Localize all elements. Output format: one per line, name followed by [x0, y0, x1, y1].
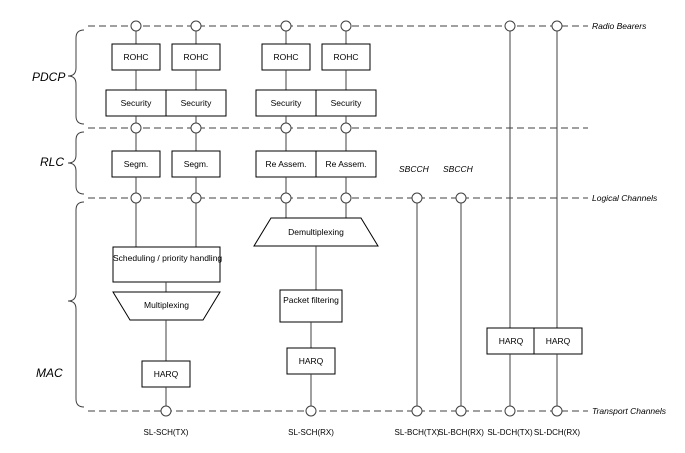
channel-label-sl-bch-rx: SL-BCH(RX) — [438, 428, 484, 437]
box-label-harq-dch-tx: HARQ — [498, 336, 524, 346]
label-sbcch-left: SBCCH — [399, 164, 429, 174]
box-label-harq-tx: HARQ — [153, 369, 179, 379]
box-label-security-4: Security — [330, 98, 362, 108]
channel-label-sl-dch-tx: SL-DCH(TX) — [487, 428, 533, 437]
layer-label-mac: MAC — [36, 366, 63, 380]
channel-label-sl-bch-tx: SL-BCH(TX) — [394, 428, 440, 437]
trapezoid-label-multiplexing: Multiplexing — [144, 300, 189, 310]
box-label-security-1: Security — [120, 98, 152, 108]
channel-label-sl-dch-rx: SL-DCH(RX) — [533, 428, 581, 437]
box-label-segm-1: Segm. — [123, 159, 149, 169]
channel-label-sl-sch-rx: SL-SCH(RX) — [288, 428, 334, 437]
layer-label-pdcp: PDCP — [32, 70, 66, 84]
brace-mac — [68, 202, 84, 407]
box-label-rohc-2: ROHC — [183, 52, 209, 62]
box-label-reassem-1: Re Assem. — [265, 159, 307, 169]
box-label-reassem-2: Re Assem. — [325, 159, 367, 169]
box-label-rohc-1: ROHC — [123, 52, 149, 62]
box-label-packet-filtering: Packet filtering — [283, 295, 339, 305]
box-label-rohc-4: ROHC — [333, 52, 359, 62]
box-label-security-3: Security — [270, 98, 302, 108]
boundary-label-transport-channels: Transport Channels — [592, 406, 667, 416]
boundary-label-radio-bearers: Radio Bearers — [592, 21, 647, 31]
box-label-harq-dch-rx: HARQ — [545, 336, 571, 346]
boundary-label-logical-channels: Logical Channels — [592, 193, 658, 203]
box-label-segm-2: Segm. — [183, 159, 209, 169]
trapezoid-label-demultiplexing: Demultiplexing — [288, 227, 344, 237]
box-label-scheduling: Scheduling / priority handling — [113, 253, 223, 263]
box-label-harq-rx: HARQ — [298, 356, 324, 366]
brace-rlc — [68, 132, 84, 194]
brace-pdcp — [68, 30, 84, 124]
label-sbcch-right: SBCCH — [443, 164, 473, 174]
box-label-rohc-3: ROHC — [273, 52, 299, 62]
channel-label-sl-sch-tx: SL-SCH(TX) — [143, 428, 189, 437]
box-label-security-2: Security — [180, 98, 212, 108]
layer-label-rlc: RLC — [40, 155, 65, 169]
